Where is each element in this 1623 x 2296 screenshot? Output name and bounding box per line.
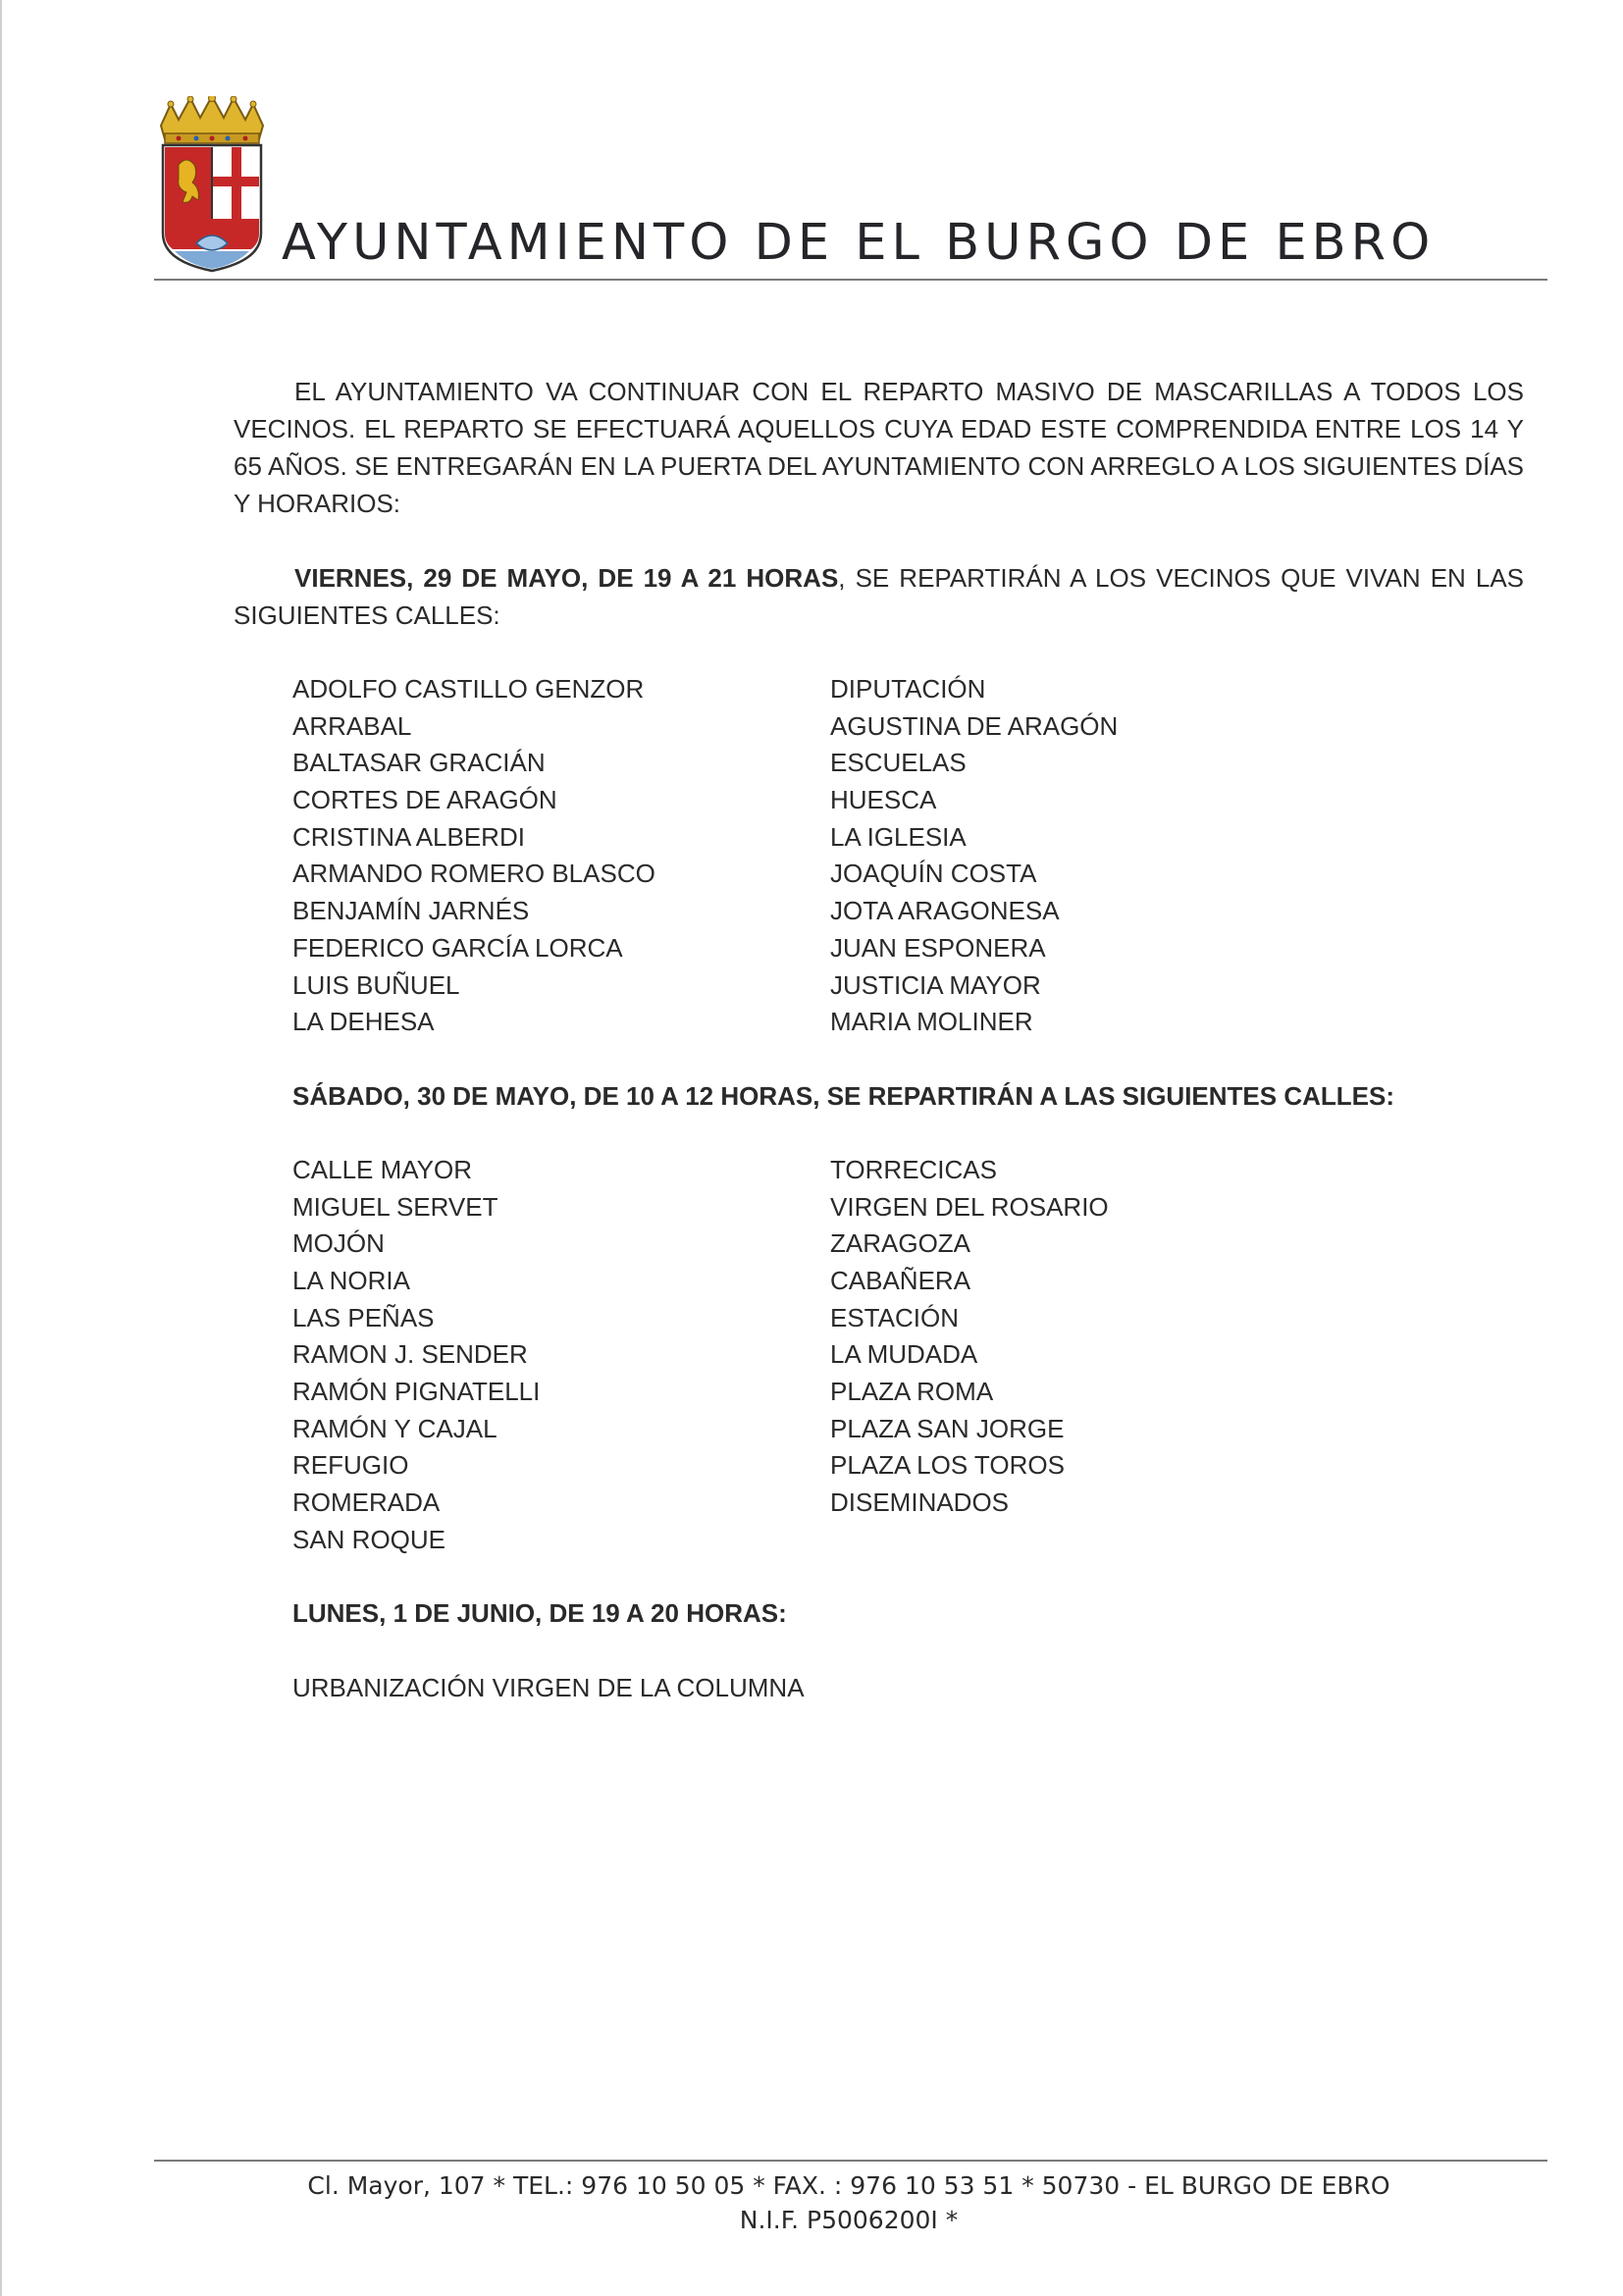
list-item: CRISTINA ALBERDI [292, 821, 525, 852]
list-item: BALTASAR GRACIÁN [292, 748, 546, 778]
list-item: CALLE MAYOR [292, 1154, 473, 1184]
list-item: FEDERICO GARCÍA LORCA [292, 932, 623, 963]
list-item: LA DEHESA [292, 1007, 435, 1037]
organization-title: AYUNTAMIENTO DE EL BURGO DE EBRO [282, 214, 1436, 272]
friday-right-column [830, 671, 1368, 1041]
shield-icon [163, 145, 261, 271]
coat-of-arms-logo [157, 96, 267, 283]
list-item: CORTES DE ARAGÓN [292, 785, 557, 815]
list-item: MIGUEL SERVET [292, 1191, 498, 1222]
friday-paragraph [234, 559, 1524, 634]
notice-body [234, 373, 1524, 1706]
list-item: AGUSTINA DE ARAGÓN [830, 710, 1119, 741]
list-item: ADOLFO CASTILLO GENZOR [292, 674, 645, 704]
list-item: MOJÓN [292, 1228, 385, 1259]
list-item: JOAQUÍN COSTA [830, 859, 1037, 889]
saturday-left-column [292, 1152, 830, 1559]
list-item: LA MUDADA [830, 1339, 978, 1370]
list-item: SAN ROQUE [292, 1524, 446, 1554]
list-item: MARIA MOLINER [830, 1007, 1033, 1037]
list-item: RAMÓN Y CAJAL [292, 1413, 497, 1443]
footer-address: Cl. Mayor, 107 * TEL.: 976 10 50 05 * FAX. : 976 10 53 51 * 50730 - EL BURGO DE EBRO [307, 2171, 1390, 2200]
friday-heading-rest: , SE REPARTIRÁN A LOS VECINOS QUE VIVAN EN LAS SIGUIENTES CALLES: [234, 563, 1524, 630]
list-item: JUSTICIA MAYOR [830, 969, 1041, 1000]
list-item: CABAÑERA [830, 1265, 971, 1295]
list-item: ESCUELAS [830, 748, 967, 778]
list-item: ARRABAL [292, 710, 412, 741]
list-item: LA IGLESIA [830, 821, 967, 852]
list-item: LUIS BUÑUEL [292, 969, 460, 1000]
saturday-heading: SÁBADO, 30 DE MAYO, DE 10 A 12 HORAS, SE REPARTIRÁN A LAS SIGUIENTES CALLES: [292, 1080, 1395, 1111]
list-item: PLAZA SAN JORGE [830, 1413, 1065, 1443]
list-item: LA NORIA [292, 1265, 410, 1295]
list-item: JUAN ESPONERA [830, 932, 1046, 963]
monday-street: URBANIZACIÓN VIRGEN DE LA COLUMNA [292, 1673, 805, 1703]
list-item: PLAZA LOS TOROS [830, 1450, 1065, 1481]
friday-heading-bold: VIERNES, 29 DE MAYO, DE 19 A 21 HORAS [294, 563, 839, 593]
list-item: PLAZA ROMA [830, 1377, 994, 1406]
list-item: HUESCA [830, 785, 937, 815]
list-item: RAMÓN PIGNATELLI [292, 1377, 541, 1406]
list-item: REFUGIO [292, 1450, 409, 1481]
friday-street-list [234, 671, 1524, 1041]
list-item: DIPUTACIÓN [830, 674, 986, 704]
intro-paragraph: EL AYUNTAMIENTO VA CONTINUAR CON EL REPARTO MASIVO DE MASCARILLAS A TODOS LOS VECINOS. EL REPARTO SE EFECTUARÁ AQUELLOS CUYA EDAD ESTE COMPRENDIDA ENTRE LOS 14 Y 65 AÑOS. SE ENTREGARÁN EN LA PUERTA DEL AYUNTAMIENTO CON ARREGLO A LOS SIGUIENTES DÍAS Y HORARIOS: [234, 377, 1524, 518]
saturday-right-column [830, 1152, 1368, 1559]
friday-left-column [292, 671, 830, 1041]
list-item: DISEMINADOS [830, 1487, 1010, 1518]
page-edge [0, 0, 2, 2296]
monday-heading: LUNES, 1 DE JUNIO, DE 19 A 20 HORAS: [292, 1598, 787, 1629]
list-item: VIRGEN DEL ROSARIO [830, 1191, 1109, 1222]
list-item: TORRECICAS [830, 1154, 997, 1184]
list-item: LAS PEÑAS [292, 1302, 435, 1332]
list-item: ZARAGOZA [830, 1228, 971, 1259]
list-item: ARMANDO ROMERO BLASCO [292, 859, 655, 889]
list-item: ESTACIÓN [830, 1302, 959, 1332]
list-item: RAMON J. SENDER [292, 1339, 528, 1370]
saturday-street-list [234, 1152, 1524, 1559]
list-item: JOTA ARAGONESA [830, 896, 1060, 926]
header-divider [154, 279, 1547, 281]
list-item: BENJAMÍN JARNÉS [292, 896, 530, 926]
footer-divider [154, 2160, 1547, 2162]
list-item: ROMERADA [292, 1487, 441, 1518]
crown-icon [161, 96, 263, 143]
footer-tax-id: N.I.F. P5006200I * [739, 2206, 959, 2234]
